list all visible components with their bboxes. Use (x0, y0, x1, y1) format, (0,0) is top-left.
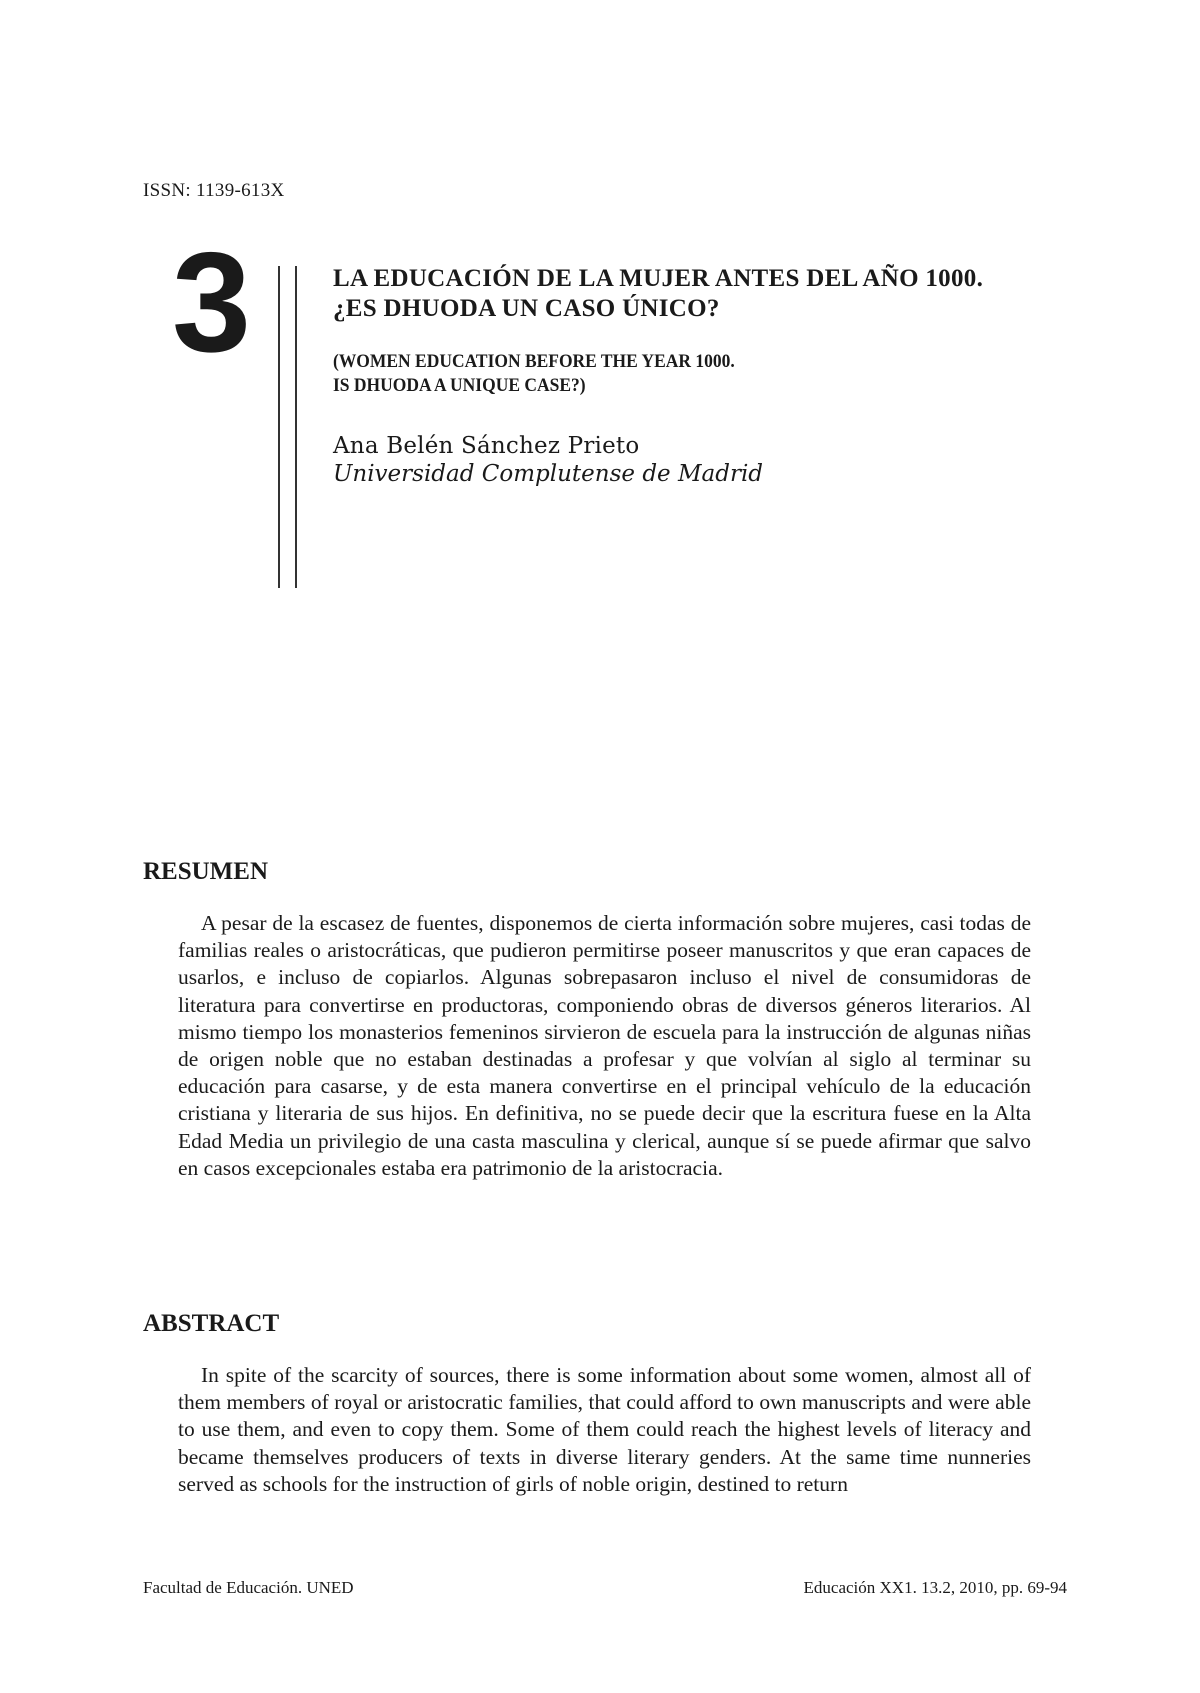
vertical-rule-left (278, 266, 280, 588)
subtitle-line: (WOMEN EDUCATION BEFORE THE YEAR 1000. (333, 351, 735, 372)
abstract-heading: ABSTRACT (143, 1310, 280, 1337)
article-subtitle (333, 350, 1051, 398)
title-line: ¿ES DHUODA UN CASO ÚNICO? (333, 295, 720, 322)
vertical-rule-right (295, 266, 297, 588)
title-line: LA EDUCACIÓN DE LA MUJER ANTES DEL AÑO 1000. (333, 265, 984, 292)
resumen-heading: RESUMEN (143, 858, 269, 885)
article-title (333, 264, 1113, 324)
abstract-paragraph: In spite of the scarcity of sources, there is some information about some women, almost all of them members of royal or aristocratic families, that could afford to own manuscripts and were able to use them, and even to copy them. Some of them could reach the highest levels of literacy and became themselves producers of texts in diverse literary genders. At the same time nunneries served as schools for the instruction of girls of noble origin, destined to return (178, 1363, 1031, 1496)
author-affiliation: Universidad Complutense de Madrid (333, 461, 764, 487)
resumen-paragraph: A pesar de la escasez de fuentes, disponemos de cierta información sobre mujeres, casi todas de familias reales o aristocráticas, que pudieron permitirse poseer manuscritos y que eran capaces de usarlos, e incluso de copiarlos. Algunas sobrepasaron incluso el nivel de consumidoras de literatura para convertirse en productoras, componiendo obras de diversos géneros literarios. Al mismo tiempo los monasterios femeninos sirvieron de escuela para la instrucción de algunas niñas de origen noble que no estaban destinadas a profesar y que volvían al siglo al terminar su educación para casarse, y de esta manera convertirse en el principal vehículo de la educación cristiana y literaria de sus hijos. En definitiva, no se puede decir que la escritura fuese en la Alta Edad Media un privilegio de una casta masculina y clerical, aunque sí se puede afirmar que salvo en casos excepcionales estaba era patrimonio de la aristocracia. (178, 911, 1031, 1180)
footer-citation: Educación XX1. 13.2, 2010, pp. 69-94 (803, 1578, 1067, 1597)
author-name: Ana Belén Sánchez Prieto (333, 433, 640, 459)
footer-publisher: Facultad de Educación. UNED (143, 1578, 354, 1597)
article-header (333, 264, 1113, 488)
issn-label: ISSN: 1139-613X (143, 180, 285, 201)
subtitle-line: IS DHUODA A UNIQUE CASE?) (333, 375, 586, 396)
chapter-number: 3 (172, 223, 249, 382)
